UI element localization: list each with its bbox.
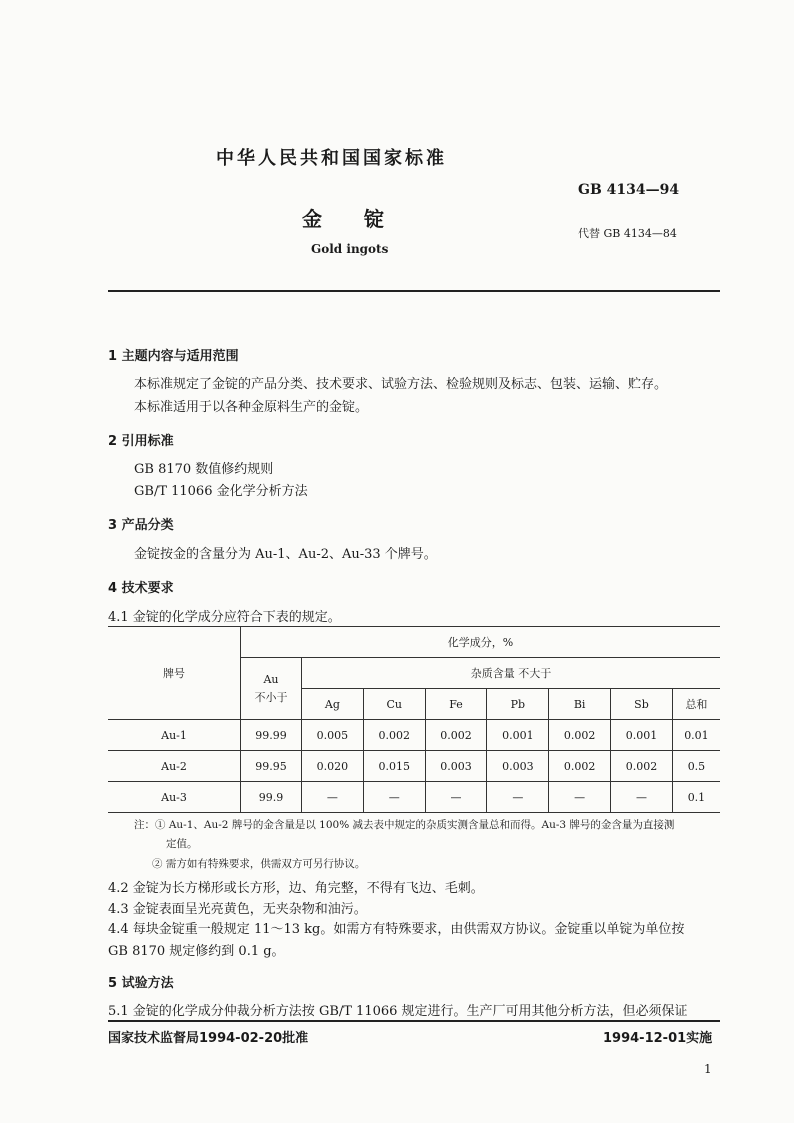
col-header-total: 总和 <box>672 689 720 720</box>
row-sb: 0.002 <box>611 751 673 782</box>
row-fe: — <box>425 782 487 813</box>
row-ag: 0.005 <box>302 720 364 751</box>
row-ag: 0.020 <box>302 751 364 782</box>
row-pb: — <box>487 782 549 813</box>
table-row <box>108 782 720 813</box>
table-header-au <box>241 658 302 720</box>
footer-rule <box>108 1020 720 1022</box>
row-bi: 0.002 <box>549 720 611 751</box>
clause-4-1: 4.1 金锭的化学成分应符合下表的规定。 <box>108 610 341 625</box>
au-label: Au <box>263 672 279 686</box>
clause-5-1: 5.1 金锭的化学成分仲裁分析方法按 GB/T 11066 规定进行。生产厂可用其他分析方法，但必须保证 <box>108 1004 688 1019</box>
table-header-composition: 化学成分，% <box>241 627 721 658</box>
table-note-1-line-1: 注：① Au-1、Au-2 牌号的金含量是以 100% 减去表中规定的杂质实测含量总和而得。Au-3 牌号的金含量为直接测 <box>134 819 675 831</box>
row-brand: Au-2 <box>108 751 241 782</box>
section-1-paragraph-2: 本标准适用于以各种金原料生产的金锭。 <box>134 400 369 415</box>
row-sb: — <box>611 782 673 813</box>
table-header-brand: 牌号 <box>108 627 241 720</box>
clause-4-4-line-2: GB 8170 规定修约到 0.1 g。 <box>108 944 285 959</box>
table-row <box>108 720 720 751</box>
row-sb: 0.001 <box>611 720 673 751</box>
row-pb: 0.001 <box>487 720 549 751</box>
row-au: 99.99 <box>241 720 302 751</box>
clause-4-3: 4.3 金锭表面呈光亮黄色，无夹杂物和油污。 <box>108 902 367 917</box>
reference-gb8170: GB 8170 数值修约规则 <box>134 462 274 477</box>
col-header-cu: Cu <box>363 689 425 720</box>
page-number: 1 <box>704 1062 712 1076</box>
section-1-paragraph-1: 本标准规定了金锭的产品分类、技术要求、试验方法、检验规则及标志、包装、运输、贮存。 <box>134 377 668 392</box>
row-total: 0.1 <box>672 782 720 813</box>
clause-4-4-line-1: 4.4 每块金锭重一般规定 11～13 kg。如需方有特殊要求，由供需双方协议。金锭重以单锭为单位按 <box>108 922 685 937</box>
row-pb: 0.003 <box>487 751 549 782</box>
row-cu: 0.015 <box>363 751 425 782</box>
row-total: 0.01 <box>672 720 720 751</box>
col-header-sb: Sb <box>611 689 673 720</box>
row-cu: — <box>363 782 425 813</box>
row-ag: — <box>302 782 364 813</box>
row-bi: — <box>549 782 611 813</box>
table-header-impurity: 杂质含量 不大于 <box>302 658 721 689</box>
au-min-label: 不小于 <box>254 690 288 704</box>
document-title-char-1: 金 <box>302 207 322 231</box>
row-total: 0.5 <box>672 751 720 782</box>
national-standard-title: 中华人民共和国国家标准 <box>216 148 447 169</box>
document-title-english: Gold ingots <box>311 242 389 256</box>
table-note-1-line-2: 定值。 <box>166 838 198 850</box>
row-brand: Au-3 <box>108 782 241 813</box>
row-fe: 0.003 <box>425 751 487 782</box>
reference-gbt11066: GB/T 11066 金化学分析方法 <box>134 484 308 499</box>
standard-number: GB 4134—94 <box>578 182 680 198</box>
table-note-2: ② 需方如有特殊要求，供需双方可另行协议。 <box>152 858 366 870</box>
row-bi: 0.002 <box>549 751 611 782</box>
row-brand: Au-1 <box>108 720 241 751</box>
section-5-heading: 5 试验方法 <box>108 976 174 991</box>
section-2-heading: 2 引用标准 <box>108 434 174 449</box>
approval-info: 国家技术监督局1994-02-20批准 <box>108 1031 309 1046</box>
section-4-heading: 4 技术要求 <box>108 581 174 596</box>
replaces-standard: 代替 GB 4134—84 <box>578 227 677 240</box>
section-3-paragraph: 金锭按金的含量分为 Au-1、Au-2、Au-33 个牌号。 <box>134 547 437 562</box>
document-title-char-2: 锭 <box>364 207 384 231</box>
row-au: 99.95 <box>241 751 302 782</box>
section-3-heading: 3 产品分类 <box>108 518 174 533</box>
clause-4-2: 4.2 金锭为长方梯形或长方形，边、角完整，不得有飞边、毛刺。 <box>108 881 484 896</box>
header-rule <box>108 290 720 292</box>
section-1-heading: 1 主题内容与适用范围 <box>108 349 239 364</box>
implementation-date: 1994-12-01实施 <box>603 1031 713 1046</box>
table-row <box>108 751 720 782</box>
col-header-bi: Bi <box>549 689 611 720</box>
col-header-ag: Ag <box>302 689 364 720</box>
chemical-composition-table <box>108 626 720 813</box>
row-fe: 0.002 <box>425 720 487 751</box>
col-header-fe: Fe <box>425 689 487 720</box>
row-cu: 0.002 <box>363 720 425 751</box>
row-au: 99.9 <box>241 782 302 813</box>
col-header-pb: Pb <box>487 689 549 720</box>
